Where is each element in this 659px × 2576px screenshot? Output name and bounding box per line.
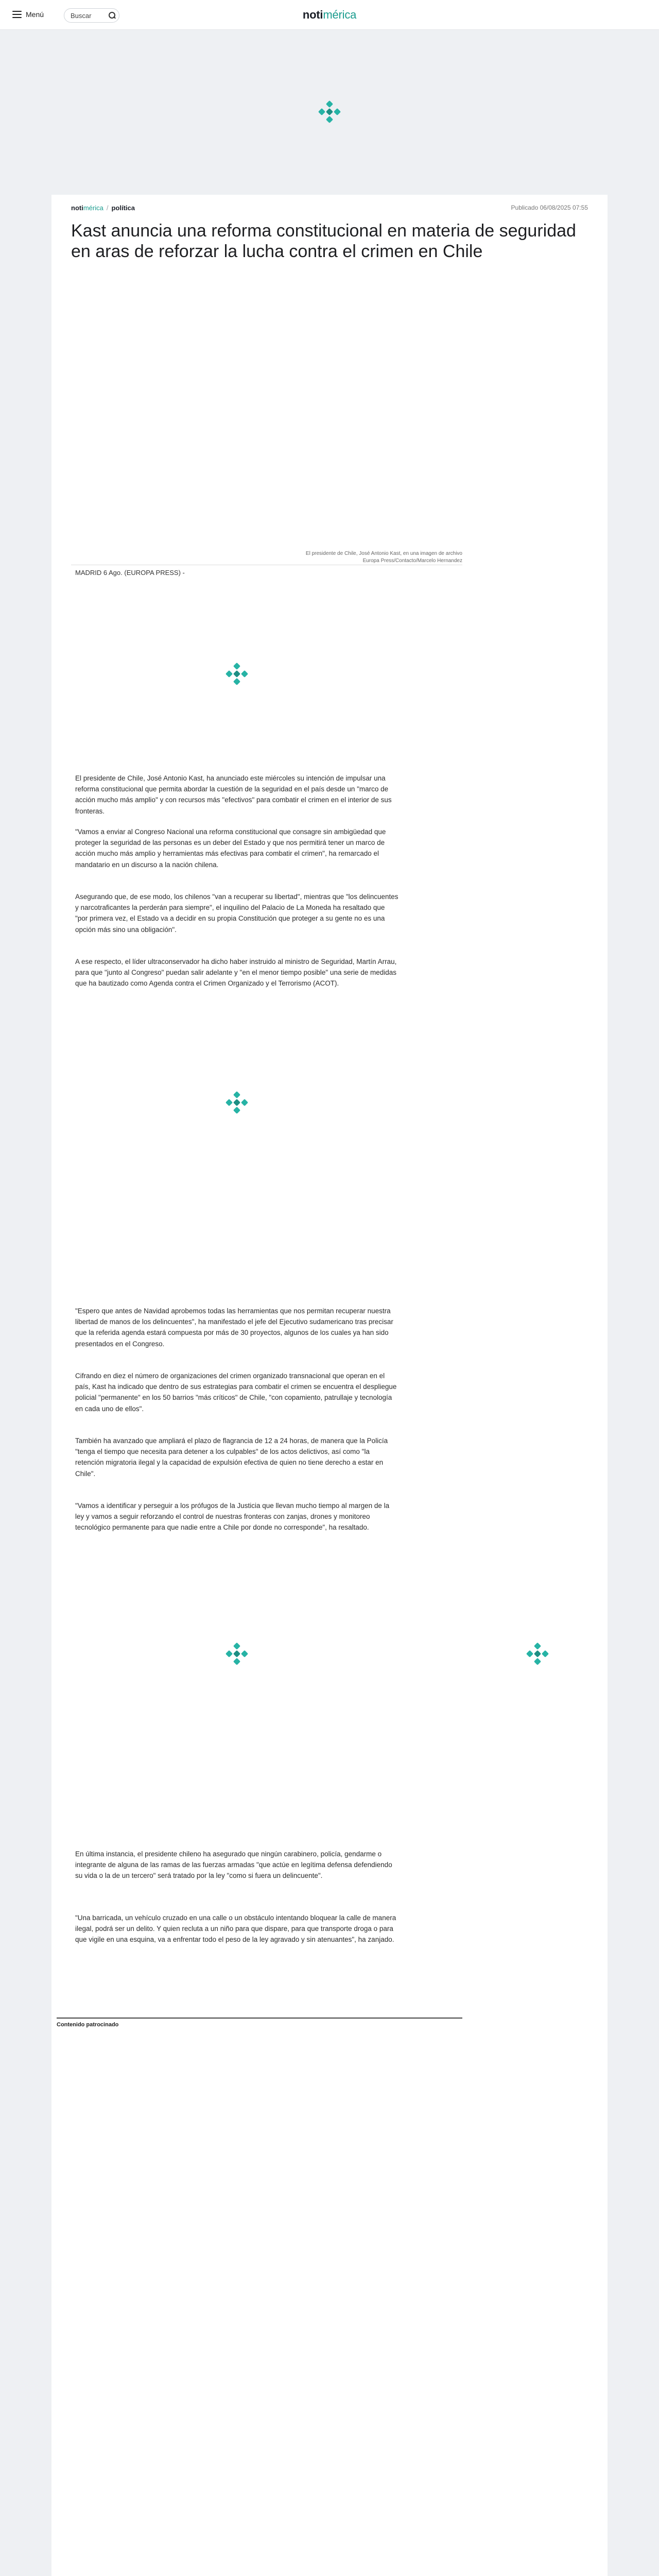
article-paragraph: Asegurando que, de ese modo, los chilenos "van a recuperar su libertad", mientras que "los delincuentes y narcotraficantes la perderán para siempre", el inquilino del Palacio de La Moneda ha resaltado que "por primera vez, el Estado va a decidir en su propia Constitución que proteger a su gente no es una opción más sino una obligación". bbox=[75, 893, 398, 934]
article-paragraph: A ese respecto, el líder ultraconservador ha dicho haber instruido al ministro de Seguridad, Martín Arrau, para que "junto al Congreso" puedan salir adelante y "en el menor tiempo posible" una serie de medidas que ha bautizado como Agenda contra el Crimen Organizado y el Terrorismo (ACOT). bbox=[75, 958, 397, 988]
article-photo bbox=[71, 291, 462, 547]
article-headline: Kast anuncia una reforma constitucional en materia de seguridad en aras de reforzar la lucha contra el crimen en Chile bbox=[71, 221, 576, 261]
ad-placeholder-icon bbox=[226, 1642, 248, 1665]
ad-slot-top bbox=[0, 30, 659, 194]
ad-placeholder-icon bbox=[226, 663, 248, 685]
site-logo-link[interactable]: notimérica bbox=[302, 8, 357, 21]
article-dateline: MADRID 6 Ago. (EUROPA PRESS) - bbox=[75, 569, 185, 577]
photo-caption-text: El presidente de Chile, José Antonio Kast, en una imagen de archivo bbox=[305, 551, 462, 556]
article-paragraph: También ha avanzado que ampliará el plazo de flagrancia de 12 a 24 horas, de manera que la Policía "tenga el tiempo que necesita para detener a los culpables" de los actos delictivos, así como "la retención migratoria ilegal y la capacidad de expulsión efectiva de quien no tiene derecho a estar en Chile". bbox=[75, 1437, 388, 1478]
search-label: Buscar bbox=[71, 11, 92, 20]
photo-caption bbox=[71, 550, 462, 565]
breadcrumb-section[interactable]: política bbox=[111, 204, 135, 212]
menu-label: Menú bbox=[26, 10, 44, 19]
ad-slot-inline-3 bbox=[75, 1566, 398, 1741]
ad-placeholder-icon bbox=[526, 1642, 549, 1665]
ad-placeholder-icon bbox=[226, 1091, 248, 1114]
breadcrumb-separator: / bbox=[106, 204, 109, 212]
ad-slot-sidebar bbox=[467, 1566, 608, 1741]
article-paragraph: En última instancia, el presidente chileno ha asegurado que ningún carabinero, policía, gendarme o integrante de alguna de las ramas de las fuerzas armadas "que actúe en legítima defensa defendiendo su vida o la de un tercero" será tratado por la ley "como si fuera un delincuente". bbox=[75, 1850, 392, 1880]
article-paragraph: "Espero que antes de Navidad aprobemos todas las herramientas que nos permitan recuperar nuestra libertad de manos de los delincuentes", ha manifestado el jefe del Ejecutivo sudamericano tras precisar que la referida agenda estará compuesta por más de 30 proyectos, algunos de los cuales ya han sido presentados en el Congreso. bbox=[75, 1307, 393, 1348]
divider bbox=[57, 2018, 462, 2019]
sponsored-content-heading: Contenido patrocinado bbox=[57, 2022, 119, 2028]
article-paragraph: "Vamos a enviar al Congreso Nacional una reforma constitucional que consagre sin ambigüedad que proteger la seguridad de las personas es un deber del Estado y que nos permitirá tener un marco de acción mucho más amplio y herramientas más efectivas para combatir el crimen", ha remarcado el mandatario en un discurso a la nación chilena. bbox=[75, 828, 386, 869]
hamburger-icon bbox=[12, 11, 22, 18]
article-paragraph: El presidente de Chile, José Antonio Kast, ha anunciado este miércoles su intención de impulsar una reforma constitucional que permita abordar la cuestión de la seguridad en el país desde un "marco de acción mucho más amplio" y con recursos más "efectivos" para combatir el crimen en el interior de sus fronteras. bbox=[75, 774, 392, 815]
article-paragraph: "Una barricada, un vehículo cruzado en una calle o un obstáculo intentando bloquear la calle de manera ilegal, podrá ser un delito. Y quien recluta a un niño para que dispare, para que transporte droga o para que vigile en una esquina, va a enfrentar todo el peso de la ley agravado y sin atenuantes", ha zanjado. bbox=[75, 1914, 396, 1944]
top-bar bbox=[0, 0, 659, 30]
search-icon bbox=[109, 12, 116, 19]
article-meta bbox=[71, 202, 588, 212]
search-button[interactable] bbox=[64, 8, 119, 23]
breadcrumb-home[interactable]: notimérica bbox=[71, 204, 103, 212]
article-paragraph: Cifrando en diez el número de organizaciones del crimen organizado transnacional que operan en el país, Kast ha indicado que dentro de sus estrategias para combatir el crimen se encuentra el despliegue policial "permanente" en los 50 barrios "más críticos" de Chile, "con copamiento, patrullaje y tecnología en cada uno de ellos". bbox=[75, 1372, 397, 1413]
photo-credit: Europa Press/Contacto/Marcelo Hernandez bbox=[362, 558, 462, 564]
article-paragraph: "Vamos a identificar y perseguir a los prófugos de la Justicia que llevan mucho tiempo al margen de la ley y vamos a seguir reforzando el control de nuestras fronteras con zanjas, drones y monitoreo tecnológico permanente para que nadie entre a Chile por donde no corresponde", ha resaltado. bbox=[75, 1502, 390, 1532]
breadcrumb bbox=[71, 204, 135, 212]
publish-date: Publicado 06/08/2025 07:55 bbox=[511, 204, 588, 211]
article-card bbox=[51, 195, 608, 2576]
ad-placeholder-icon bbox=[318, 100, 341, 123]
ad-slot-inline-2 bbox=[75, 1015, 398, 1190]
menu-button[interactable] bbox=[12, 10, 44, 19]
ad-slot-inline-1 bbox=[75, 586, 398, 761]
